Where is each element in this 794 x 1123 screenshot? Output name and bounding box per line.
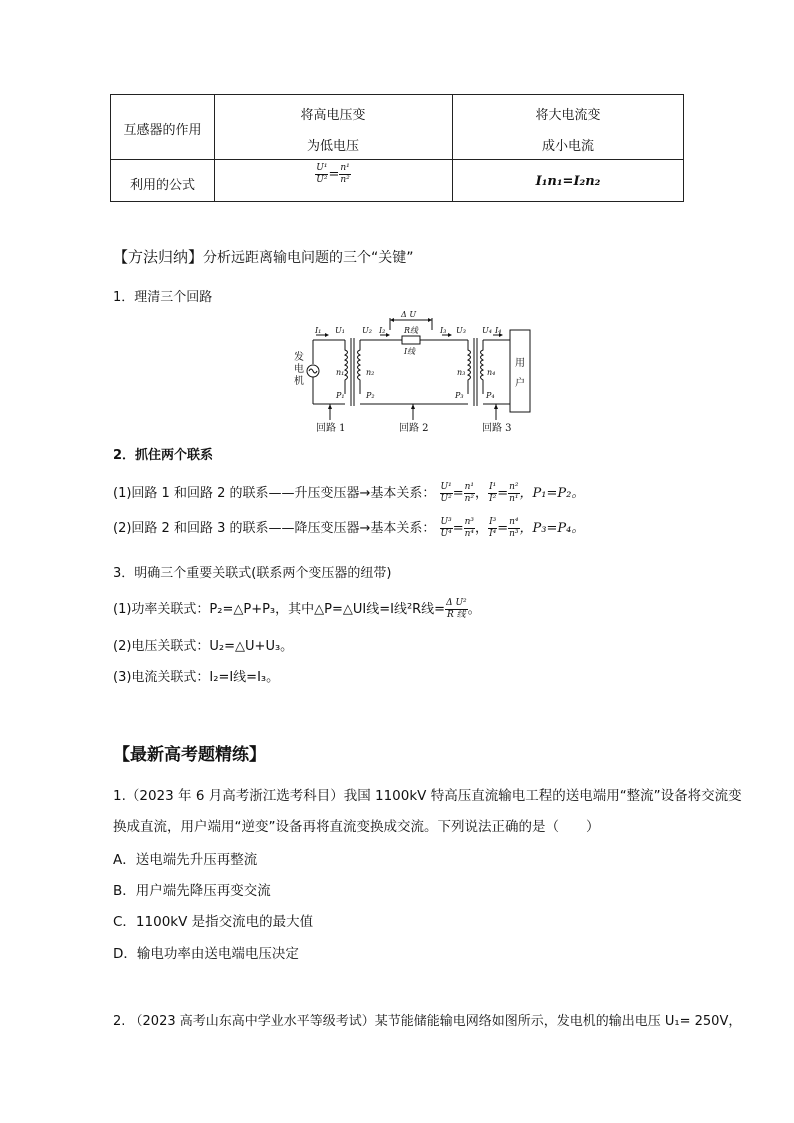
arrow-head — [494, 404, 498, 409]
coil-n1 — [345, 340, 348, 394]
table-divider — [111, 159, 683, 160]
label-n4: n₄ — [487, 368, 496, 377]
user-label-1: 用 — [515, 358, 525, 369]
generator-label-3: 机 — [294, 376, 304, 387]
resistor — [402, 336, 420, 344]
table-row1-col2-line1: 将高电压变 — [300, 108, 366, 123]
arrow-head — [411, 404, 415, 409]
power-tail: 。 — [467, 602, 481, 617]
table-row1-col2-line2: 为低电压 — [306, 139, 359, 154]
label-R: R线 — [404, 326, 419, 335]
step3: 3．明确三个重要关联式(联系两个变压器的纽带) — [113, 566, 392, 581]
q1-line2: 换成直流，用户端用“逆变”设备再将直流变换成交流。下列说法正确的是（ ） — [113, 819, 600, 835]
table-row1-col3-line2: 成小电流 — [541, 139, 594, 154]
label-U4: U₄ — [482, 326, 492, 335]
q1-line1: 1.（2023 年 6 月高考浙江选考科目）我国 1100kV 特高压直流输电工程的送电端用“整流”设备将交流变 — [113, 788, 742, 804]
arrow-head — [386, 333, 390, 337]
generator-label-2: 电 — [294, 364, 304, 375]
power-text: (1)功率关联式：P₂=△P+P₃，其中△P=△UI线=I线²R线= — [113, 602, 446, 617]
exam-heading: 【最新高考题精练】 — [113, 745, 266, 765]
arrow-head — [390, 318, 394, 322]
transformer-table — [110, 94, 684, 202]
loop1-label: 回路 1 — [316, 423, 346, 434]
label-P4: P₄ — [486, 391, 495, 400]
coil-n4 — [481, 340, 484, 394]
coil-n3 — [468, 340, 471, 394]
arrow-head — [325, 333, 329, 337]
label-U1: U₁ — [335, 326, 345, 335]
method-title: 【方法归纳】 — [113, 248, 204, 266]
loop3-label: 回路 3 — [482, 423, 512, 434]
label-delta-U: Δ U — [401, 310, 417, 319]
formula-n2: n² — [340, 175, 350, 185]
step2: 2．抓住两个联系 — [113, 448, 214, 463]
coil-n2 — [358, 340, 361, 394]
label-P1: P₁ — [336, 391, 345, 400]
table-row2-label: 利用的公式 — [129, 178, 195, 193]
label-n1: n₁ — [336, 368, 345, 377]
table-row1-label: 互感器的作用 — [123, 123, 202, 138]
current-line: (3)电流关联式：I₂=I线=I₃。 — [113, 670, 280, 685]
arrow-head — [428, 318, 432, 322]
table-formula-current: I₁n₁=I₂n₂ — [535, 174, 601, 189]
arrow-head — [328, 404, 332, 409]
label-I-line: I线 — [404, 347, 416, 356]
link2-tail: ，P₃=P₄。 — [519, 521, 585, 536]
generator-label-1: 发 — [294, 352, 304, 363]
table-row1-col3-line1: 将大电流变 — [535, 108, 601, 123]
q2-line1: 2. （2023 高考山东高中学业水平等级考试）某节能储能输电网络如图所示，发电机的输出电压 U₁= 250V， — [113, 1014, 742, 1029]
arrow-head — [448, 333, 452, 337]
q1-option-a: A．送电端先升压再整流 — [113, 852, 258, 868]
label-P2: P₂ — [366, 391, 375, 400]
power-line: (1)功率关联式：P₂=△P+P₃，其中△P=△UI线=I线²R线= $\frac{\text{Δ U²}}{\text{R 线}}$ 。 — [113, 598, 481, 620]
formula-n1: n¹ — [340, 163, 350, 173]
label-n2: n₂ — [366, 368, 375, 377]
formula-u2: U² — [316, 175, 328, 185]
method-title-rest: 分析远距离输电问题的三个“关键” — [203, 250, 414, 266]
link2-line: (2)回路 2 和回路 3 的联系——降压变压器→基本关系： $\frac{\text{U³}}{\text{U⁴}}$ = $\frac{\text{n³}}{\text{n⁴}}$ ， $\frac{\text{I³}}{\text{I⁴}}$ = $\frac{\text{n⁴}}{\text{n³}}$ ，P₃=P₄。 — [113, 517, 585, 539]
user-box — [510, 330, 530, 412]
label-I2: I₂ — [379, 326, 386, 335]
table-formula-voltage — [214, 164, 452, 185]
link1-tail: ，P₁=P₂。 — [519, 486, 585, 501]
step1: 1．理清三个回路 — [113, 290, 213, 305]
link1-line: (1)回路 1 和回路 2 的联系——升压变压器→基本关系： $\frac{\text{U¹}}{\text{U²}}$ = $\frac{\text{n¹}}{\text{n²}}$ ， $\frac{\text{I¹}}{\text{I²}}$ = $\frac{\text{n²}}{\text{n¹}}$ ，P₁=P₂。 — [113, 482, 585, 504]
user-label-2: 户 — [515, 378, 525, 389]
label-n3: n₃ — [457, 368, 466, 377]
transmission-circuit-diagram — [282, 308, 532, 436]
generator-wave — [309, 369, 317, 373]
formula-u1: U¹ — [316, 163, 328, 173]
label-I3: I₃ — [440, 326, 447, 335]
label-U3: U₃ — [456, 326, 466, 335]
label-I4: I₄ — [495, 326, 502, 335]
label-P3: P₃ — [455, 391, 464, 400]
voltage-line: (2)电压关联式：U₂=△U+U₃。 — [113, 639, 294, 654]
q1-option-d: D．输电功率由送电端电压决定 — [113, 946, 299, 962]
formula-eq: = — [328, 167, 340, 182]
loop2-label: 回路 2 — [399, 423, 429, 434]
q1-option-b: B．用户端先降压再变交流 — [113, 883, 271, 899]
link2-text: (2)回路 2 和回路 3 的联系——降压变压器→基本关系： — [113, 521, 436, 536]
label-I1: I₁ — [315, 326, 322, 335]
link1-text: (1)回路 1 和回路 2 的联系——升压变压器→基本关系： — [113, 486, 436, 501]
q1-option-c: C．1100kV 是指交流电的最大值 — [113, 914, 314, 930]
method-heading — [113, 246, 414, 267]
label-U2: U₂ — [362, 326, 372, 335]
